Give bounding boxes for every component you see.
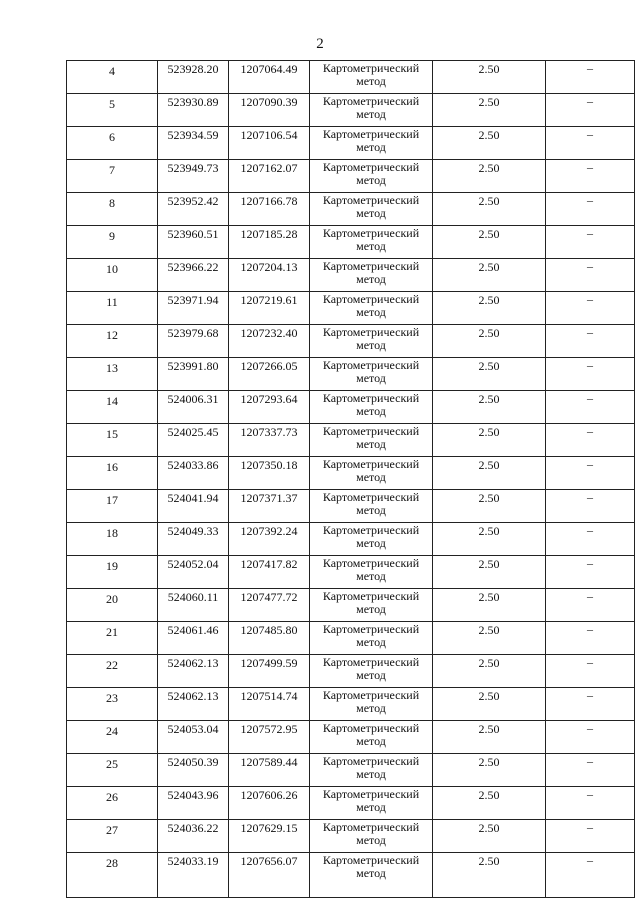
method-line-2: метод [356,800,386,814]
method-line-1: Картометрический [322,655,420,669]
method-cell [310,787,433,820]
accuracy-cell: 2.50 [433,523,546,556]
point-number-cell: 16 [67,457,158,490]
accuracy-cell: 2.50 [433,127,546,160]
table-row [67,754,635,787]
table-row [67,160,635,193]
table-row [67,853,635,898]
method-cell [310,259,433,292]
method-cell [310,754,433,787]
method-line-1: Картометрический [322,820,420,834]
method-cell [310,721,433,754]
method-line-1: Картометрический [322,490,420,504]
description-cell: – [546,820,635,853]
y-coordinate-cell: 1207204.13 [229,259,310,292]
method-line-2: метод [356,767,386,781]
method-line-2: метод [356,635,386,649]
x-coordinate-cell: 524052.04 [158,556,229,589]
method-line-2: метод [356,569,386,583]
y-coordinate-cell: 1207090.39 [229,94,310,127]
method-line-2: метод [356,173,386,187]
description-cell: – [546,391,635,424]
method-cell [310,820,433,853]
point-number-cell: 26 [67,787,158,820]
description-cell: – [546,94,635,127]
table-row [67,490,635,523]
description-cell: – [546,457,635,490]
method-line-2: метод [356,371,386,385]
description-cell: – [546,754,635,787]
table-row [67,424,635,457]
accuracy-cell: 2.50 [433,391,546,424]
point-number-cell: 25 [67,754,158,787]
x-coordinate-cell: 523930.89 [158,94,229,127]
description-cell: – [546,655,635,688]
method-line-1: Картометрический [322,523,420,537]
accuracy-cell: 2.50 [433,94,546,127]
method-cell [310,226,433,259]
x-coordinate-cell: 524006.31 [158,391,229,424]
description-cell: – [546,688,635,721]
point-number-cell: 15 [67,424,158,457]
method-line-2: метод [356,536,386,550]
method-line-1: Картометрический [322,358,420,372]
description-cell: – [546,424,635,457]
method-line-1: Картометрический [322,853,420,867]
x-coordinate-cell: 523949.73 [158,160,229,193]
point-number-cell: 28 [67,853,158,898]
x-coordinate-cell: 524036.22 [158,820,229,853]
method-cell [310,391,433,424]
y-coordinate-cell: 1207477.72 [229,589,310,622]
y-coordinate-cell: 1207417.82 [229,556,310,589]
accuracy-cell: 2.50 [433,424,546,457]
table-row [67,193,635,226]
method-cell [310,589,433,622]
accuracy-cell: 2.50 [433,721,546,754]
accuracy-cell: 2.50 [433,193,546,226]
method-line-1: Картометрический [322,61,420,75]
accuracy-cell: 2.50 [433,160,546,193]
method-line-1: Картометрический [322,787,420,801]
x-coordinate-cell: 524041.94 [158,490,229,523]
y-coordinate-cell: 1207499.59 [229,655,310,688]
point-number-cell: 18 [67,523,158,556]
method-line-2: метод [356,503,386,517]
table-row [67,787,635,820]
description-cell: – [546,622,635,655]
x-coordinate-cell: 524061.46 [158,622,229,655]
x-coordinate-cell: 524033.19 [158,853,229,898]
y-coordinate-cell: 1207350.18 [229,457,310,490]
method-cell [310,655,433,688]
method-line-2: метод [356,305,386,319]
accuracy-cell: 2.50 [433,754,546,787]
x-coordinate-cell: 524043.96 [158,787,229,820]
description-cell: – [546,490,635,523]
description-cell: – [546,589,635,622]
accuracy-cell: 2.50 [433,655,546,688]
method-line-2: метод [356,437,386,451]
accuracy-cell: 2.50 [433,787,546,820]
y-coordinate-cell: 1207232.40 [229,325,310,358]
method-cell [310,358,433,391]
x-coordinate-cell: 524053.04 [158,721,229,754]
method-cell [310,556,433,589]
method-line-2: метод [356,272,386,286]
method-line-2: метод [356,107,386,121]
method-cell [310,292,433,325]
description-cell: – [546,259,635,292]
table-row [67,292,635,325]
description-cell: – [546,523,635,556]
table-row [67,655,635,688]
method-line-1: Картометрический [322,754,420,768]
description-cell: – [546,325,635,358]
point-number-cell: 5 [67,94,158,127]
point-number-cell: 13 [67,358,158,391]
coordinates-table [66,60,635,898]
method-line-1: Картометрический [322,325,420,339]
y-coordinate-cell: 1207266.05 [229,358,310,391]
method-cell [310,193,433,226]
method-line-2: метод [356,602,386,616]
point-number-cell: 8 [67,193,158,226]
point-number-cell: 12 [67,325,158,358]
y-coordinate-cell: 1207064.49 [229,61,310,94]
description-cell: – [546,127,635,160]
method-line-1: Картометрический [322,292,420,306]
point-number-cell: 21 [67,622,158,655]
method-line-1: Картометрический [322,457,420,471]
description-cell: – [546,787,635,820]
table-row [67,556,635,589]
table-row [67,391,635,424]
accuracy-cell: 2.50 [433,556,546,589]
x-coordinate-cell: 524050.39 [158,754,229,787]
point-number-cell: 19 [67,556,158,589]
method-line-2: метод [356,866,386,880]
method-line-1: Картометрический [322,94,420,108]
table-row [67,61,635,94]
y-coordinate-cell: 1207572.95 [229,721,310,754]
y-coordinate-cell: 1207606.26 [229,787,310,820]
x-coordinate-cell: 523991.80 [158,358,229,391]
point-number-cell: 14 [67,391,158,424]
method-cell [310,160,433,193]
method-cell [310,490,433,523]
x-coordinate-cell: 524062.13 [158,655,229,688]
accuracy-cell: 2.50 [433,61,546,94]
description-cell: – [546,61,635,94]
accuracy-cell: 2.50 [433,457,546,490]
point-number-cell: 17 [67,490,158,523]
table-row [67,688,635,721]
accuracy-cell: 2.50 [433,820,546,853]
description-cell: – [546,358,635,391]
method-line-2: метод [356,833,386,847]
method-line-2: метод [356,140,386,154]
y-coordinate-cell: 1207162.07 [229,160,310,193]
method-cell [310,94,433,127]
point-number-cell: 9 [67,226,158,259]
method-line-2: метод [356,470,386,484]
table-row [67,721,635,754]
table-row [67,622,635,655]
method-line-1: Картометрический [322,226,420,240]
description-cell: – [546,160,635,193]
point-number-cell: 11 [67,292,158,325]
x-coordinate-cell: 523960.51 [158,226,229,259]
accuracy-cell: 2.50 [433,325,546,358]
x-coordinate-cell: 524062.13 [158,688,229,721]
method-line-1: Картометрический [322,193,420,207]
description-cell: – [546,292,635,325]
method-line-1: Картометрический [322,160,420,174]
x-coordinate-cell: 523966.22 [158,259,229,292]
method-cell [310,424,433,457]
x-coordinate-cell: 524025.45 [158,424,229,457]
page-number: 2 [316,36,324,52]
y-coordinate-cell: 1207514.74 [229,688,310,721]
table-row [67,94,635,127]
y-coordinate-cell: 1207629.15 [229,820,310,853]
method-line-1: Картометрический [322,721,420,735]
description-cell: – [546,721,635,754]
table-row [67,457,635,490]
y-coordinate-cell: 1207185.28 [229,226,310,259]
coordinates-table-body [67,61,635,898]
method-cell [310,523,433,556]
method-line-2: метод [356,701,386,715]
method-cell [310,853,433,898]
method-line-2: метод [356,338,386,352]
x-coordinate-cell: 524033.86 [158,457,229,490]
y-coordinate-cell: 1207166.78 [229,193,310,226]
method-line-1: Картометрический [322,424,420,438]
y-coordinate-cell: 1207371.37 [229,490,310,523]
method-cell [310,688,433,721]
x-coordinate-cell: 524049.33 [158,523,229,556]
accuracy-cell: 2.50 [433,490,546,523]
point-number-cell: 20 [67,589,158,622]
method-cell [310,622,433,655]
table-row [67,820,635,853]
method-cell [310,457,433,490]
y-coordinate-cell: 1207293.64 [229,391,310,424]
point-number-cell: 6 [67,127,158,160]
table-row [67,358,635,391]
accuracy-cell: 2.50 [433,589,546,622]
method-line-1: Картометрический [322,589,420,603]
method-cell [310,325,433,358]
y-coordinate-cell: 1207392.24 [229,523,310,556]
x-coordinate-cell: 523979.68 [158,325,229,358]
x-coordinate-cell: 523928.20 [158,61,229,94]
table-row [67,523,635,556]
y-coordinate-cell: 1207589.44 [229,754,310,787]
accuracy-cell: 2.50 [433,259,546,292]
description-cell: – [546,193,635,226]
point-number-cell: 22 [67,655,158,688]
method-line-2: метод [356,668,386,682]
point-number-cell: 23 [67,688,158,721]
accuracy-cell: 2.50 [433,292,546,325]
description-cell: – [546,226,635,259]
y-coordinate-cell: 1207337.73 [229,424,310,457]
table-row [67,226,635,259]
description-cell: – [546,556,635,589]
x-coordinate-cell: 523971.94 [158,292,229,325]
method-cell [310,61,433,94]
point-number-cell: 4 [67,61,158,94]
method-line-2: метод [356,404,386,418]
y-coordinate-cell: 1207485.80 [229,622,310,655]
point-number-cell: 7 [67,160,158,193]
y-coordinate-cell: 1207219.61 [229,292,310,325]
method-line-1: Картометрический [322,688,420,702]
x-coordinate-cell: 523952.42 [158,193,229,226]
accuracy-cell: 2.50 [433,622,546,655]
accuracy-cell: 2.50 [433,688,546,721]
x-coordinate-cell: 524060.11 [158,589,229,622]
table-row [67,127,635,160]
method-line-2: метод [356,239,386,253]
accuracy-cell: 2.50 [433,358,546,391]
method-line-2: метод [356,734,386,748]
method-line-2: метод [356,74,386,88]
method-line-1: Картометрический [322,556,420,570]
accuracy-cell: 2.50 [433,226,546,259]
method-line-1: Картометрический [322,259,420,273]
point-number-cell: 27 [67,820,158,853]
method-line-1: Картометрический [322,127,420,141]
method-line-1: Картометрический [322,622,420,636]
y-coordinate-cell: 1207106.54 [229,127,310,160]
point-number-cell: 24 [67,721,158,754]
table-row [67,259,635,292]
point-number-cell: 10 [67,259,158,292]
method-cell [310,127,433,160]
table-row [67,325,635,358]
description-cell: – [546,853,635,898]
table-row [67,589,635,622]
method-line-1: Картометрический [322,391,420,405]
y-coordinate-cell: 1207656.07 [229,853,310,898]
accuracy-cell: 2.50 [433,853,546,898]
x-coordinate-cell: 523934.59 [158,127,229,160]
method-line-2: метод [356,206,386,220]
